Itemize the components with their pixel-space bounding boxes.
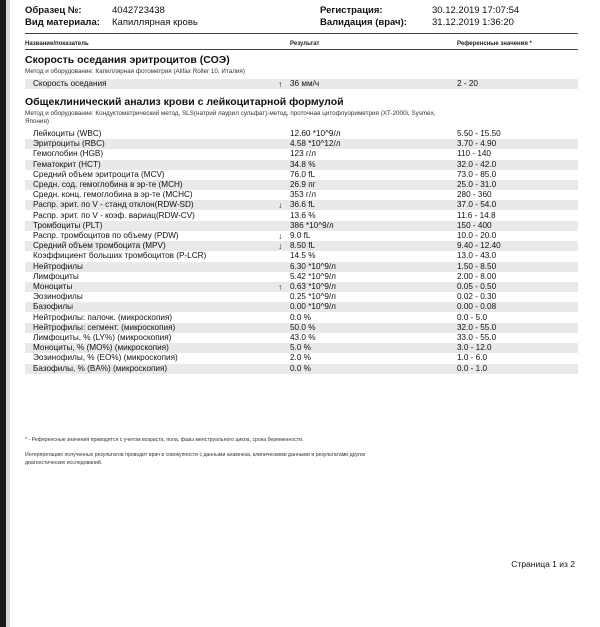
result-name: Средний объем эритроцита (MCV)	[33, 169, 165, 179]
result-name: Средн. сод. гемоглобина в эр-те (MCH)	[33, 180, 183, 189]
reference-range: 0.05 - 0.50	[457, 282, 497, 291]
result-flag-icon: ↓	[278, 200, 283, 211]
result-value: 123 г/л	[290, 149, 316, 159]
result-flag-icon: ↑	[278, 79, 283, 89]
result-value: 76.0 fL	[290, 169, 316, 179]
result-value: 0.25 *10^9/л	[290, 292, 336, 302]
reference-footnote: * - Референсные значения приводятся с учетом возраста, пола, фазы менструального цикла, срока беременности.	[25, 437, 304, 443]
reference-range: 73.0 - 85.0	[457, 169, 497, 179]
result-row	[25, 282, 578, 292]
result-value: 9.0 fL	[290, 231, 311, 240]
reference-range: 0.02 - 0.30	[457, 292, 497, 302]
interpretation-note	[25, 452, 565, 467]
result-value: 26.9 пг	[290, 180, 316, 189]
result-row	[25, 221, 578, 231]
result-row	[25, 333, 578, 343]
result-row	[25, 343, 578, 353]
result-value: 13.6 %	[290, 210, 316, 220]
result-value: 2.0 %	[290, 353, 311, 363]
result-name: Тромбоциты (PLT)	[33, 220, 103, 230]
result-row	[25, 241, 578, 251]
reference-range: 3.0 - 12.0	[457, 343, 492, 353]
reference-range: 0.0 - 1.0	[457, 363, 488, 373]
esr-section-title: Скорость оседания эритроцитов (СОЭ)	[25, 54, 230, 66]
result-flag-icon: ↓	[278, 241, 283, 252]
result-name: Базофилы, % (BA%) (микроскопия)	[33, 363, 168, 373]
result-name: Эритроциты (RBC)	[33, 139, 105, 149]
result-name: Эозинофилы	[33, 292, 83, 302]
result-row	[25, 231, 578, 241]
reference-range: 13.0 - 43.0	[457, 251, 497, 261]
header-divider	[25, 33, 578, 34]
result-value: 4.58 *10^12/л	[290, 139, 341, 149]
result-value: 0.0 %	[290, 312, 311, 322]
result-value: 50.0 %	[290, 322, 316, 332]
reference-range: 32.0 - 42.0	[457, 159, 497, 169]
result-value: 36 мм/ч	[290, 79, 320, 88]
reference-range: 2 - 20	[457, 79, 478, 88]
reference-range: 0.0 - 5.0	[457, 312, 488, 322]
registration-value: 30.12.2019 17:07:54	[432, 5, 520, 16]
cbc-method	[25, 110, 560, 126]
reference-range: 10.0 - 20.0	[457, 231, 497, 240]
result-name: Нейтрофилы: сегмент. (микроскопия)	[33, 322, 176, 332]
sample-value: 4042723438	[112, 5, 165, 16]
reference-range: 11.6 - 14.8	[457, 210, 496, 220]
validation-label: Валидация (врач):	[320, 17, 407, 28]
result-row	[25, 149, 578, 159]
result-name: Скорость оседания	[33, 79, 107, 88]
result-name: Средн. конц. гемоглобина в эр-те (MCHC)	[33, 190, 193, 200]
result-value: 0.00 *10^9/л	[290, 302, 336, 312]
registration-label: Регистрация:	[320, 5, 383, 16]
result-name: Лейкоциты (WBC)	[33, 129, 102, 138]
reference-range: 1.0 - 6.0	[457, 353, 488, 363]
result-name: Распр. эрит. по V - коэф. вариац(RDW-CV)	[33, 210, 195, 220]
result-row	[25, 160, 578, 170]
result-value: 36.6 fL	[290, 200, 316, 210]
result-name: Распр. тромбоцитов по объему (PDW)	[33, 231, 179, 240]
reference-range: 25.0 - 31.0	[457, 180, 497, 189]
validation-value: 31.12.2019 1:36:20	[432, 17, 514, 28]
reference-range: 1.50 - 8.50	[457, 261, 497, 271]
reference-range: 150 - 400	[457, 220, 492, 230]
reference-range: 37.0 - 54.0	[457, 200, 497, 210]
page-number: Страница 1 из 2	[511, 559, 575, 569]
result-row	[25, 364, 578, 374]
result-name: Базофилы	[33, 302, 74, 312]
result-name: Гемоглобин (HGB)	[33, 149, 104, 159]
result-row	[25, 190, 578, 200]
page-edge-highlight	[6, 0, 10, 627]
reference-range: 32.0 - 55.0	[457, 322, 497, 332]
result-row	[25, 180, 578, 190]
result-value: 12.60 *10^9/л	[290, 129, 341, 138]
result-value: 14.5 %	[290, 251, 316, 261]
result-row	[25, 302, 578, 312]
result-name: Средний объем тромбоцита (MPV)	[33, 241, 166, 251]
result-row	[25, 129, 578, 139]
result-value: 8.50 fL	[290, 241, 316, 251]
result-row	[25, 200, 578, 210]
result-name: Лимфоциты, % (LY%) (микроскопия)	[33, 333, 172, 342]
result-value: 6.30 *10^9/л	[290, 261, 336, 271]
result-value: 43.0 %	[290, 333, 316, 342]
result-name: Нейтрофилы: палочк. (микроскопия)	[33, 312, 173, 322]
result-row	[25, 313, 578, 323]
reference-range: 5.50 - 15.50	[457, 129, 501, 138]
cbc-method-line-2: Япония)	[25, 118, 49, 125]
result-row	[25, 272, 578, 282]
result-row	[25, 292, 578, 302]
result-value: 5.42 *10^9/л	[290, 271, 336, 281]
result-name: Эозинофилы, % (EO%) (микроскопия)	[33, 353, 178, 363]
result-name: Гематокрит (HCT)	[33, 159, 101, 169]
result-name: Распр. эрит. по V - станд отклон(RDW-SD)	[33, 200, 194, 210]
result-value: 5.0 %	[290, 343, 311, 353]
result-row	[25, 211, 578, 221]
reference-range: 0.00 - 0.08	[457, 302, 497, 312]
result-value: 386 *10^9/л	[290, 220, 334, 230]
result-value: 353 г/л	[290, 190, 316, 200]
reference-range: 280 - 360	[457, 190, 492, 200]
interpretation-note-line-2: диагностических исследований.	[25, 459, 103, 466]
reference-range: 2.00 - 8.00	[457, 271, 497, 281]
result-row	[25, 262, 578, 272]
result-name: Лимфоциты	[33, 271, 79, 281]
reference-range: 33.0 - 55.0	[457, 333, 497, 342]
column-header-divider	[25, 49, 578, 50]
result-row	[25, 323, 578, 333]
result-name: Коэффициент больших тромбоцитов (P-LCR)	[33, 251, 207, 261]
material-label: Вид материала:	[25, 17, 100, 28]
result-row	[25, 353, 578, 363]
interpretation-note-line-1: Интерпретацию полученных результатов проводит врач в совокупности с данными анамнеза, клиническими данными и результатами других	[25, 452, 366, 458]
sample-label: Образец №:	[25, 5, 82, 16]
column-header-reference: Референсные значения *	[457, 41, 532, 47]
column-header-name: Название/показатель	[25, 41, 89, 47]
result-name: Нейтрофилы	[33, 261, 83, 271]
result-flag-icon: ↑	[278, 282, 283, 292]
cbc-section-title: Общеклинический анализ крови с лейкоцитарной формулой	[25, 96, 344, 108]
reference-range: 3.70 - 4.90	[457, 139, 497, 149]
result-row	[25, 79, 578, 89]
reference-range: 110 - 140	[457, 149, 491, 159]
result-row	[25, 251, 578, 261]
result-name: Моноциты, % (MO%) (микроскопия)	[33, 343, 169, 353]
column-header-result: Результат	[290, 41, 320, 47]
result-value: 0.63 *10^9/л	[290, 282, 336, 291]
esr-method: Метод и оборудование: Капиллярная фотометрия (Alifax Roller 10, Италия)	[25, 68, 245, 75]
material-value: Капиллярная кровь	[112, 17, 198, 28]
result-value: 34.8 %	[290, 159, 316, 169]
result-name: Моноциты	[33, 282, 73, 291]
reference-range: 9.40 - 12.40	[457, 241, 501, 251]
result-row	[25, 139, 578, 149]
cbc-method-line-1: Метод и оборудование: Кондуктометрический метод, SLS(натрий лаурил сульфат)-метод, проточная цитофлуориметрия (XT-2000i, Sysmex,	[25, 110, 436, 117]
result-flag-icon: ↓	[278, 231, 283, 241]
result-row	[25, 170, 578, 180]
result-value: 0.0 %	[290, 363, 311, 373]
